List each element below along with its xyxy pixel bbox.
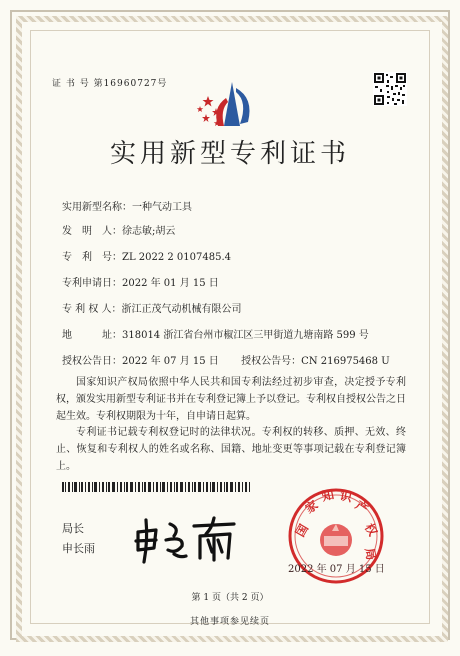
field-patentee	[62, 300, 242, 315]
field-application-date	[62, 274, 219, 289]
field-value: 318014 浙江省台州市椒江区三甲街道九塘南路 599 号	[122, 330, 369, 341]
field-label: 授权公告日：	[62, 356, 122, 367]
field-label: 专利申请日：	[62, 278, 122, 289]
director-signature	[130, 510, 240, 566]
svg-text:产: 产	[352, 497, 371, 517]
certificate-title: 实用新型专利证书	[109, 139, 350, 169]
cnipa-emblem-icon	[196, 78, 262, 134]
seal-date: 2022 年 07 月 15 日	[288, 564, 385, 575]
svg-text:知: 知	[320, 487, 336, 504]
field-value: CN 216975468 U	[301, 356, 390, 367]
qr-code-icon	[373, 72, 407, 106]
field-value: 浙江正茂气动机械有限公司	[121, 304, 242, 315]
director-title: 局长	[62, 522, 84, 535]
field-value: 一种气动工具	[132, 202, 192, 213]
field-utility-model-name	[62, 198, 192, 213]
field-label: 授权公告号：	[241, 356, 302, 367]
field-label: 专 利 号：	[62, 252, 122, 263]
field-inventors	[62, 222, 175, 237]
svg-text:国: 国	[292, 521, 312, 540]
field-label: 实用新型名称：	[62, 202, 132, 213]
page-number: 第 1 页（共 2 页）	[191, 593, 269, 603]
svg-text:识: 识	[338, 488, 354, 505]
director-name: 申长雨	[62, 542, 95, 555]
field-address	[62, 326, 369, 341]
footer-note: 其他事项参见续页	[189, 617, 270, 627]
field-value: 徐志敏;胡云	[122, 226, 176, 237]
legal-status-note: 专利证书记载专利权登记时的法律状况。专利权的转移、质押、无效、终止、恢复和专利权人的姓名或名称、国籍、地址变更等事项记载在专利登记簿上。	[56, 427, 406, 472]
field-label: 发 明 人：	[62, 226, 122, 237]
svg-text:权: 权	[361, 521, 381, 539]
field-value: 2022 年 07 月 15 日	[122, 356, 219, 367]
field-patent-number	[62, 248, 231, 263]
field-grant-date	[62, 352, 390, 367]
grant-statement: 国家知识产权局依照中华人民共和国专利法经过初步审查，决定授予专利权，颁发实用新型专利证书并在专利登记簿上予以登记。专利权自授权公告之日起生效。专利权期限为十年，自申请日起算。	[56, 377, 406, 422]
svg-text:家: 家	[302, 497, 321, 517]
certificate-number: 证 书 号 第16960727号	[52, 79, 168, 89]
field-label: 地 址：	[62, 330, 122, 341]
field-value: 2022 年 01 月 15 日	[122, 278, 219, 289]
svg-text:局: 局	[362, 546, 379, 562]
field-label: 专 利 权 人：	[62, 304, 122, 315]
field-value: ZL 2022 2 0107485.4	[122, 252, 232, 263]
barcode	[62, 482, 250, 492]
